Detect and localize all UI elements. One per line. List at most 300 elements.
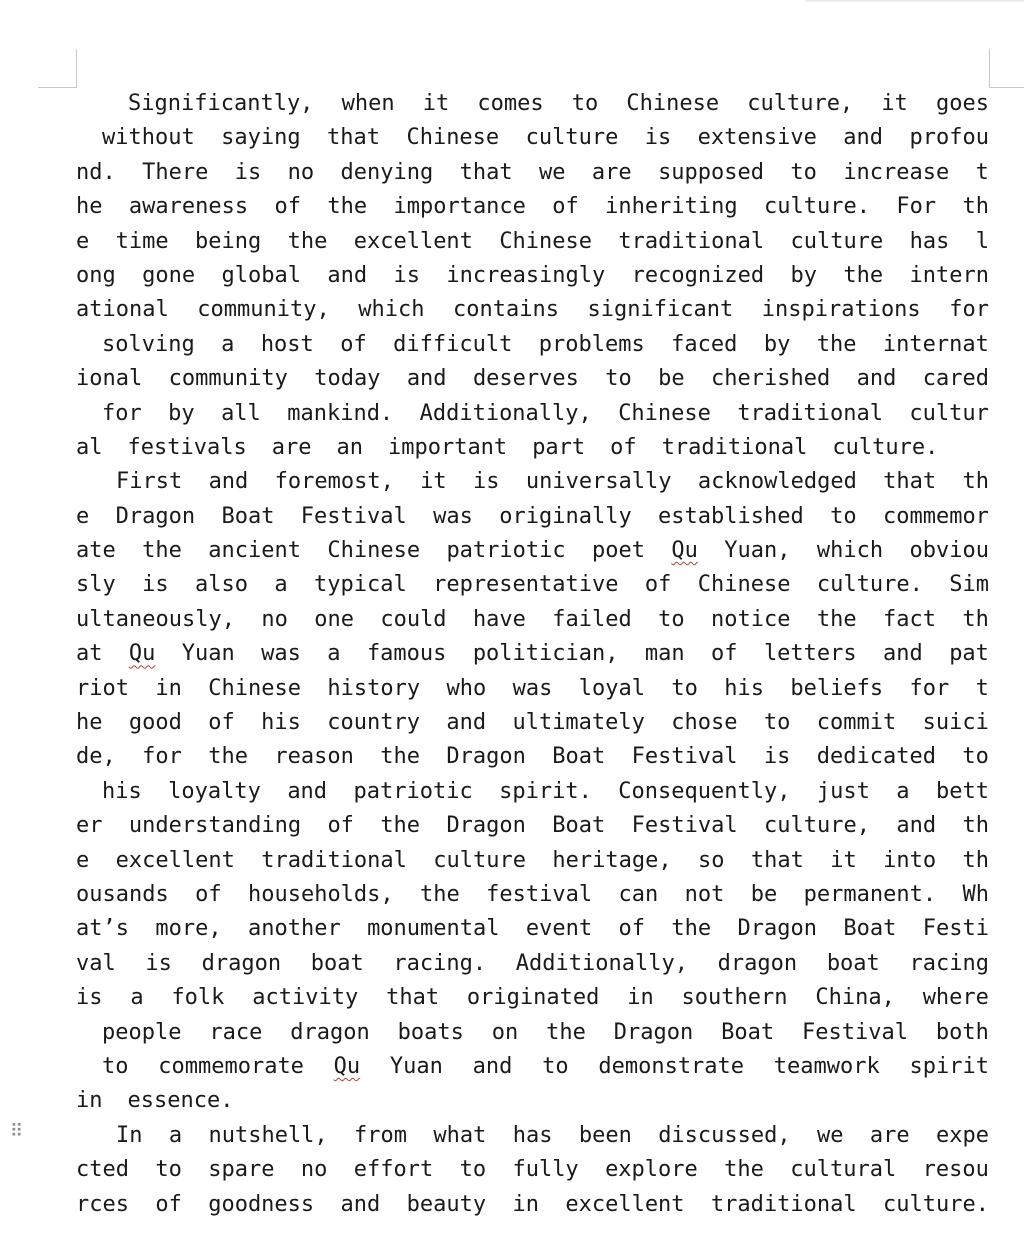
- word: festivals: [127, 434, 247, 460]
- word: and: [287, 778, 328, 804]
- word: was: [433, 503, 473, 529]
- word: just: [816, 778, 870, 804]
- word: and: [446, 710, 487, 736]
- word: of: [155, 1191, 182, 1217]
- word: e: [76, 228, 90, 254]
- word: recognized: [631, 262, 765, 288]
- word: both: [935, 1019, 989, 1045]
- word: Dragon: [446, 813, 526, 839]
- text-line: [76, 465, 989, 499]
- word: expe: [935, 1122, 989, 1148]
- word: being: [194, 228, 262, 254]
- word: Chinese: [626, 91, 720, 116]
- word: extensive: [697, 125, 817, 151]
- word: rces: [76, 1191, 129, 1217]
- word: gone: [142, 262, 196, 288]
- word: Additionally,: [419, 400, 592, 426]
- word: First: [116, 469, 183, 495]
- word: which: [358, 297, 425, 323]
- word: of: [610, 434, 637, 460]
- word: at: [76, 641, 103, 667]
- word: Festival: [802, 1019, 908, 1045]
- word: comes: [477, 91, 544, 116]
- text-line: [76, 568, 989, 602]
- word: Dragon: [613, 1019, 694, 1045]
- word: a: [168, 1122, 183, 1148]
- word: dragon: [717, 950, 798, 976]
- word: are: [869, 1122, 910, 1148]
- word: folk: [171, 985, 225, 1011]
- word: at’s: [76, 916, 129, 942]
- word: traditional: [737, 400, 884, 426]
- text-line: [76, 190, 989, 224]
- spellcheck-flagged-word: Qu: [671, 538, 698, 564]
- word: to: [155, 1157, 182, 1183]
- word: Boat: [552, 744, 606, 770]
- word: fact: [883, 606, 936, 632]
- word: global: [221, 262, 301, 288]
- word: solving: [102, 331, 195, 357]
- word: nutshell,: [208, 1122, 328, 1148]
- word: the: [843, 262, 884, 288]
- word: In: [116, 1122, 143, 1148]
- word: important: [387, 434, 508, 460]
- word: of: [711, 641, 738, 667]
- text-line: [76, 981, 989, 1015]
- word: goodness: [208, 1191, 315, 1217]
- word: traditional: [261, 847, 407, 873]
- text-line: [76, 637, 989, 671]
- word: culture.: [764, 194, 870, 220]
- word: and: [327, 262, 368, 288]
- word: reason: [274, 744, 354, 770]
- word: from: [354, 1122, 408, 1148]
- word: has: [512, 1122, 553, 1148]
- word: Wh: [962, 881, 989, 907]
- word: race: [209, 1019, 263, 1045]
- word: another: [247, 916, 341, 942]
- word: commemor: [882, 503, 989, 529]
- word: excellent: [353, 228, 473, 254]
- word: by: [168, 400, 195, 426]
- word: spirit.: [499, 778, 592, 804]
- word: who: [446, 675, 487, 701]
- word: to: [790, 159, 817, 185]
- word: so: [697, 847, 725, 873]
- word: Sim: [949, 572, 989, 598]
- word: the: [420, 881, 460, 907]
- word: that: [386, 985, 440, 1011]
- top-right-crop-mark: [989, 49, 1024, 88]
- word: Boat: [221, 503, 275, 529]
- word: for: [909, 675, 950, 701]
- word: failed: [552, 606, 632, 632]
- word: heritage,: [552, 847, 672, 873]
- word: by: [763, 331, 791, 357]
- word: and: [406, 366, 447, 392]
- text-line: [76, 121, 989, 155]
- word: also: [195, 572, 248, 598]
- word: supposed: [658, 159, 765, 185]
- word: e: [76, 503, 90, 529]
- top-left-crop-mark: [38, 49, 77, 88]
- word: his: [261, 710, 301, 736]
- word: southern: [681, 985, 788, 1011]
- word: boat: [310, 950, 364, 976]
- word: acknowledged: [697, 469, 857, 495]
- word: festival: [486, 881, 593, 907]
- word: dragon: [201, 950, 282, 976]
- text-line: [76, 431, 989, 465]
- word: time: [115, 228, 169, 254]
- word: be: [750, 881, 778, 907]
- word: understanding: [128, 813, 302, 839]
- word: inspirations: [761, 297, 921, 323]
- word: of: [340, 331, 367, 357]
- word: Chinese: [499, 228, 593, 254]
- word: essence.: [127, 1088, 234, 1114]
- text-line: [76, 706, 989, 740]
- word: Boat: [721, 1019, 775, 1045]
- word: of: [552, 194, 579, 220]
- word: resou: [922, 1157, 989, 1183]
- word: universally: [525, 469, 672, 495]
- word: the: [816, 331, 857, 357]
- word: and: [472, 1053, 513, 1079]
- word: without: [102, 125, 195, 151]
- word: to: [671, 675, 698, 701]
- word: th: [962, 813, 989, 839]
- word: of: [618, 916, 645, 942]
- word: was: [512, 675, 553, 701]
- word: loyalty: [168, 778, 261, 804]
- word: the: [816, 606, 857, 632]
- word: and: [843, 125, 884, 151]
- word: originated: [466, 985, 600, 1011]
- word: t: [975, 159, 989, 185]
- text-line: [76, 397, 989, 431]
- word: t: [975, 675, 989, 701]
- word: was: [261, 641, 301, 667]
- word: ate: [76, 538, 116, 564]
- word: typical: [313, 572, 407, 598]
- word: the: [287, 228, 328, 254]
- word: ultaneously,: [76, 606, 235, 632]
- word: is: [145, 950, 172, 976]
- word: is: [393, 262, 420, 288]
- word: For: [896, 194, 937, 220]
- word: to: [658, 606, 685, 632]
- word: originally: [499, 503, 632, 529]
- word: an: [336, 434, 363, 460]
- word: demonstrate: [598, 1053, 745, 1079]
- word: nd.: [76, 159, 116, 185]
- word: Boat: [843, 916, 897, 942]
- word: Yuan: [389, 1053, 443, 1079]
- word: Festival: [300, 503, 407, 529]
- word: all: [221, 400, 261, 426]
- word: of: [195, 881, 222, 907]
- word: chose: [671, 710, 738, 736]
- word: it: [881, 91, 908, 116]
- word: significant: [587, 297, 734, 323]
- word: a: [130, 985, 144, 1011]
- word: where: [922, 985, 989, 1011]
- word: into: [883, 847, 937, 873]
- word: of: [274, 194, 301, 220]
- text-line: [76, 1084, 989, 1118]
- word: cultur: [909, 400, 989, 426]
- word: racing: [909, 950, 989, 976]
- word: community: [168, 366, 288, 392]
- word: the: [546, 1019, 586, 1045]
- word: he: [76, 194, 103, 220]
- word: is: [644, 125, 672, 151]
- word: permanent.: [803, 881, 937, 907]
- word: Dragon: [115, 503, 196, 529]
- word: culture.: [816, 572, 923, 598]
- word: ional: [76, 366, 143, 392]
- word: a: [327, 641, 341, 667]
- word: a: [221, 331, 235, 357]
- word: in: [76, 1088, 103, 1114]
- text-line: [76, 156, 989, 190]
- word: th: [962, 469, 989, 495]
- text-line: [76, 293, 989, 327]
- word: that: [327, 125, 381, 151]
- word: dedicated: [816, 744, 937, 770]
- word: Additionally,: [515, 950, 688, 976]
- word: excellent: [565, 1191, 685, 1217]
- word: by: [790, 262, 817, 288]
- word: more,: [155, 916, 222, 942]
- text-line: [76, 259, 989, 293]
- word: which: [816, 538, 884, 564]
- word: de,: [76, 744, 116, 770]
- word: good: [128, 710, 182, 736]
- word: one: [314, 606, 354, 632]
- word: to: [962, 744, 989, 770]
- word: intern: [909, 262, 989, 288]
- word: foremost,: [274, 469, 394, 495]
- word: is: [76, 985, 103, 1011]
- word: Dragon: [737, 916, 817, 942]
- word: Festival: [631, 813, 738, 839]
- word: no: [287, 159, 315, 185]
- document-body[interactable]: [76, 87, 989, 1222]
- word: traditional: [618, 228, 765, 254]
- word: is: [763, 744, 791, 770]
- word: dragon: [290, 1019, 370, 1045]
- word: cherished: [711, 366, 831, 392]
- word: e: [76, 847, 90, 873]
- word: cared: [922, 366, 989, 392]
- word: the: [142, 538, 182, 564]
- word: notice: [711, 606, 791, 632]
- word: ational: [76, 297, 169, 323]
- text-line: [76, 844, 989, 878]
- word: denying: [340, 159, 434, 185]
- word: his: [102, 778, 142, 804]
- word: l: [975, 228, 989, 254]
- word: Dragon: [446, 744, 526, 770]
- word: for: [102, 400, 142, 426]
- word: famous: [366, 641, 447, 667]
- word: cted: [76, 1157, 129, 1183]
- word: and: [883, 641, 923, 667]
- word: people: [102, 1019, 182, 1045]
- text-line: [76, 603, 989, 637]
- word: beauty: [406, 1191, 487, 1217]
- word: Festival: [631, 744, 738, 770]
- word: obviou: [909, 538, 989, 564]
- word: that: [459, 159, 513, 185]
- word: to: [763, 710, 791, 736]
- word: history: [327, 675, 421, 701]
- text-line: [76, 534, 989, 568]
- word: inheriting: [605, 194, 738, 220]
- word: culture.: [832, 434, 939, 460]
- word: th: [962, 194, 989, 220]
- text-line: [76, 500, 989, 534]
- word: mankind.: [287, 400, 394, 426]
- word: can: [618, 881, 659, 907]
- word: riot: [76, 675, 129, 701]
- word: to: [542, 1053, 569, 1079]
- word: are: [591, 159, 632, 185]
- word: we: [817, 1122, 844, 1148]
- word: the: [380, 813, 421, 839]
- word: loyal: [578, 675, 645, 701]
- word: commemorate: [158, 1053, 304, 1079]
- word: households,: [247, 881, 394, 907]
- word: sly: [76, 572, 116, 598]
- word: to: [459, 1157, 487, 1183]
- word: is: [473, 469, 500, 495]
- word: country: [327, 710, 420, 736]
- word: he: [76, 710, 103, 736]
- word: discussed,: [658, 1122, 791, 1148]
- word: and: [856, 366, 897, 392]
- word: are: [271, 434, 312, 460]
- drag-handle-icon[interactable]: ⠿: [10, 1121, 22, 1142]
- word: culture,: [747, 91, 854, 116]
- word: ultimately: [512, 710, 645, 736]
- text-line: [76, 87, 989, 121]
- text-line: [76, 225, 989, 259]
- word: Chinese: [327, 538, 421, 564]
- text-line: [76, 878, 989, 912]
- word: Consequently,: [618, 778, 791, 804]
- word: the: [208, 744, 248, 770]
- word: beliefs: [790, 675, 884, 701]
- word: it: [830, 847, 857, 873]
- word: cultural: [790, 1157, 897, 1183]
- word: boat: [826, 950, 880, 976]
- word: increasingly: [446, 262, 606, 288]
- word: contains: [453, 297, 559, 323]
- word: be: [658, 366, 685, 392]
- word: politician,: [472, 641, 619, 667]
- word: traditional: [710, 1191, 857, 1217]
- word: China,: [815, 985, 895, 1011]
- text-line: [76, 775, 989, 809]
- word: importance: [393, 194, 526, 220]
- word: problems: [538, 331, 645, 357]
- word: have: [472, 606, 526, 632]
- word: and: [208, 469, 249, 495]
- word: culture,: [764, 813, 870, 839]
- word: goes: [935, 91, 989, 116]
- word: fully: [512, 1157, 579, 1183]
- word: Chinese: [208, 675, 301, 701]
- word: Festi: [922, 916, 989, 942]
- word: profou: [909, 125, 989, 151]
- word: the: [671, 916, 712, 942]
- word: to: [830, 503, 857, 529]
- word: Chinese: [618, 400, 711, 426]
- word: it: [422, 91, 450, 116]
- word: th: [962, 606, 989, 632]
- word: excellent: [115, 847, 235, 873]
- word: of: [644, 572, 672, 598]
- word: boats: [397, 1019, 464, 1045]
- word: not: [684, 881, 725, 907]
- word: teamwork: [773, 1053, 880, 1079]
- word: man: [644, 641, 685, 667]
- text-line: [76, 947, 989, 981]
- word: his: [724, 675, 765, 701]
- text-line: [76, 1119, 989, 1153]
- word: deserves: [472, 366, 579, 392]
- text-line: [76, 912, 989, 946]
- word: and: [896, 813, 937, 839]
- word: saying: [221, 125, 301, 151]
- word: part: [532, 434, 586, 460]
- word: bett: [935, 778, 989, 804]
- word: the: [380, 744, 420, 770]
- word: when: [341, 91, 395, 116]
- word: Chinese: [697, 572, 791, 598]
- text-line: [76, 740, 989, 774]
- word: patriotic: [353, 778, 473, 804]
- word: in: [155, 675, 182, 701]
- text-line: [76, 672, 989, 706]
- word: could: [380, 606, 447, 632]
- word: to: [605, 366, 632, 392]
- word: to: [102, 1053, 129, 1079]
- word: is: [234, 159, 262, 185]
- word: patriotic: [446, 538, 566, 564]
- word: traditional: [661, 434, 808, 460]
- word: racing.: [393, 950, 487, 976]
- spellcheck-flagged-word: Qu: [128, 641, 156, 667]
- word: ousands: [76, 881, 169, 907]
- word: al: [76, 434, 103, 460]
- word: for: [949, 297, 989, 323]
- word: Significantly,: [128, 91, 314, 116]
- word: in: [627, 985, 654, 1011]
- word: ong: [76, 262, 116, 288]
- word: Boat: [552, 813, 606, 839]
- word: poet: [592, 538, 646, 564]
- word: it: [420, 469, 447, 495]
- word: the: [327, 194, 368, 220]
- word: spare: [208, 1157, 275, 1183]
- word: culture: [433, 847, 527, 873]
- word: culture.: [882, 1191, 989, 1217]
- ribbon-shadow: [805, 0, 1024, 3]
